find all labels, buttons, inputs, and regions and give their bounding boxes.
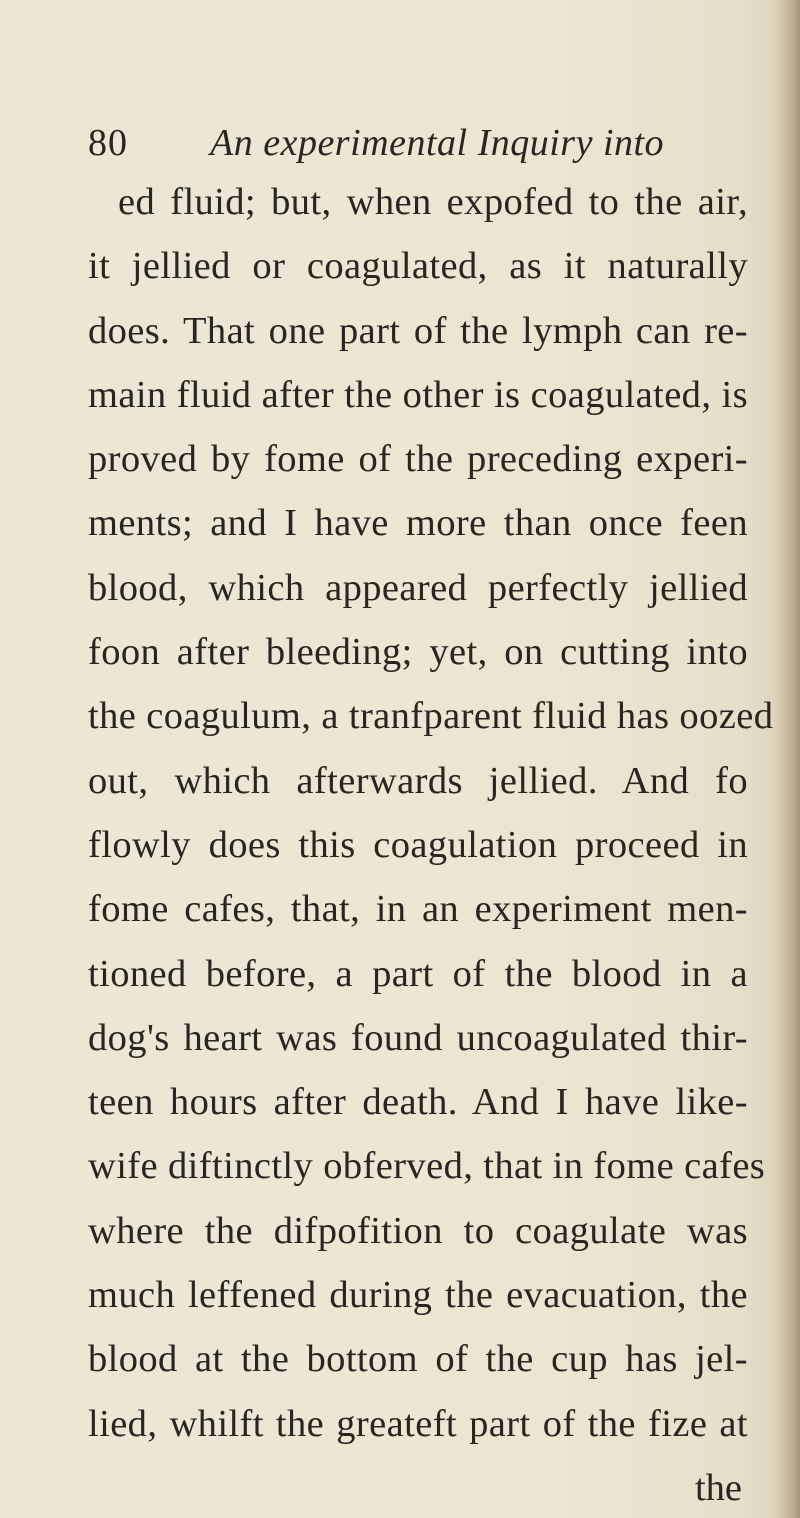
text-line: wife diftinctly obferved, that in fome cafes — [88, 1145, 766, 1188]
page-number: 80 — [88, 122, 128, 164]
body-text — [88, 170, 774, 1518]
text-line: blood, which appeared perfectly jellied — [88, 566, 748, 609]
text-line: teen hours after death. And I have like- — [88, 1081, 748, 1124]
text-line: the coagulum, a tranfparent fluid has oozed — [88, 695, 774, 738]
text-line: ed fluid; but, when expofed to the air, — [118, 181, 748, 223]
running-head: An experimental Inquiry into — [210, 122, 665, 164]
text-line: blood at the bottom of the cup has jel- — [88, 1338, 748, 1381]
catchword-row — [88, 1456, 748, 1518]
text-line: main fluid after the other is coagulated, is — [88, 373, 748, 416]
text-line: tioned before, a part of the blood in a — [88, 952, 748, 995]
text-line: fome cafes, that, in an experiment men- — [88, 888, 748, 931]
text-line: lied, whilft the greateft part of the fize at — [88, 1402, 748, 1445]
catchword: the — [694, 1466, 742, 1509]
text-line: foon after bleeding; yet, on cutting into — [88, 631, 748, 674]
text-line: where the difpofition to coagulate was — [88, 1209, 748, 1252]
text-line: does. That one part of the lymph can re- — [88, 309, 748, 352]
text-line: it jellied or coagulated, as it naturally — [88, 245, 748, 288]
page-gutter-shadow — [774, 0, 800, 1518]
text-line: out, which afterwards jellied. And fo — [88, 759, 748, 802]
page-header — [88, 118, 688, 168]
text-line: flowly does this coagulation proceed in — [88, 823, 748, 866]
text-line: proved by fome of the preceding experi- — [88, 438, 748, 481]
text-line: much leffened during the evacuation, the — [88, 1274, 748, 1317]
text-line: dog's heart was found uncoagulated thir- — [88, 1016, 748, 1059]
text-line: ments; and I have more than once feen — [88, 502, 748, 545]
